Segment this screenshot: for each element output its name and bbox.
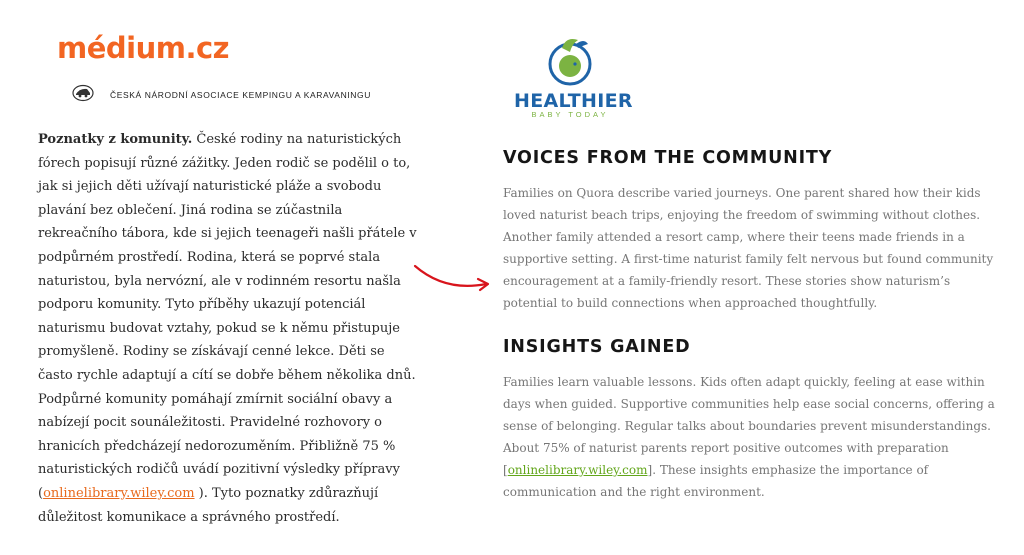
left-article-heading: Poznatky z komunity. bbox=[38, 132, 193, 147]
insights-text: Families learn valuable lessons. Kids often adapt quickly, feeling at ease within days when guided. Supportive communities help ease social concerns, offering a sense of belonging. Regular talks about boundaries prevent misunderstandings. About 75% of naturist parents report positive outcomes with preparation [ bbox=[503, 375, 995, 477]
insights-text-end: ]. These insights emphasize the importance of communication and the right environment. bbox=[503, 463, 929, 499]
baby-leaf-icon bbox=[514, 34, 626, 94]
healthier-baby-logo[interactable] bbox=[514, 34, 633, 119]
voices-paragraph: Families on Quora describe varied journeys. One parent shared how their kids loved naturist beach trips, enjoying the freedom of swimming without clothes. Another family attended a resort camp, where their teens made friends in a supportive setting. A first-time naturist family felt nervous but found community encouragement at a family-friendly resort. These stories show naturism’s potential to build connections when approached thoughtfully. bbox=[503, 186, 994, 310]
brand-name: HEALTHIER bbox=[514, 90, 633, 112]
insights-source-link[interactable]: onlinelibrary.wiley.com bbox=[507, 463, 648, 477]
association-header bbox=[72, 84, 371, 106]
medium-logo[interactable]: médium.cz bbox=[57, 31, 230, 65]
left-body-text: České rodiny na naturistických fórech popisují různé zážitky. Jeden rodič se podělil o to, jak si jejich děti užívají naturistické pláže a svobodu plavání bez oblečení. Jiná rodina se zúčastnila rekreačního tábora, kde si jejich teenageři našli přátele v podpůrném prostředí. Rodina, která se poprvé stala naturistou, byla nervózní, ale v rodinném resortu našla podporu komunity. Tyto příběhy ukazují potenciál naturismu budovat vztahy, pokud se k němu přistupuje promyšleně. Rodiny se získávají cenné lekce. Děti se často rychle adaptují a cítí se dobře během několika dnů. Podpůrné komunity pomáhají zmírnit sociální obavy a nabízejí pocit sounáležitosti. Pravidelné rozhovory o hranicích předcházejí nedorozuměním. Přibližně 75 % naturistických rodičů uvádí pozitivní výsledky přípravy ( bbox=[38, 132, 417, 501]
left-body-text-end: ). Tyto poznatky zdůrazňují důležitost komunikace a správného prostředí. bbox=[38, 485, 379, 525]
insights-heading: INSIGHTS GAINED bbox=[503, 337, 691, 357]
association-name: ČESKÁ NÁRODNÍ ASOCIACE KEMPINGU A KARAVANINGU bbox=[110, 90, 371, 100]
brand-tagline: BABY TODAY bbox=[531, 110, 609, 119]
left-article-paragraph bbox=[38, 128, 418, 529]
voices-heading: VOICES FROM THE COMMUNITY bbox=[503, 148, 833, 168]
insights-paragraph bbox=[503, 371, 998, 503]
caravan-icon bbox=[72, 84, 94, 106]
left-source-link[interactable]: onlinelibrary.wiley.com bbox=[43, 485, 195, 501]
curved-arrow-icon bbox=[410, 258, 494, 298]
